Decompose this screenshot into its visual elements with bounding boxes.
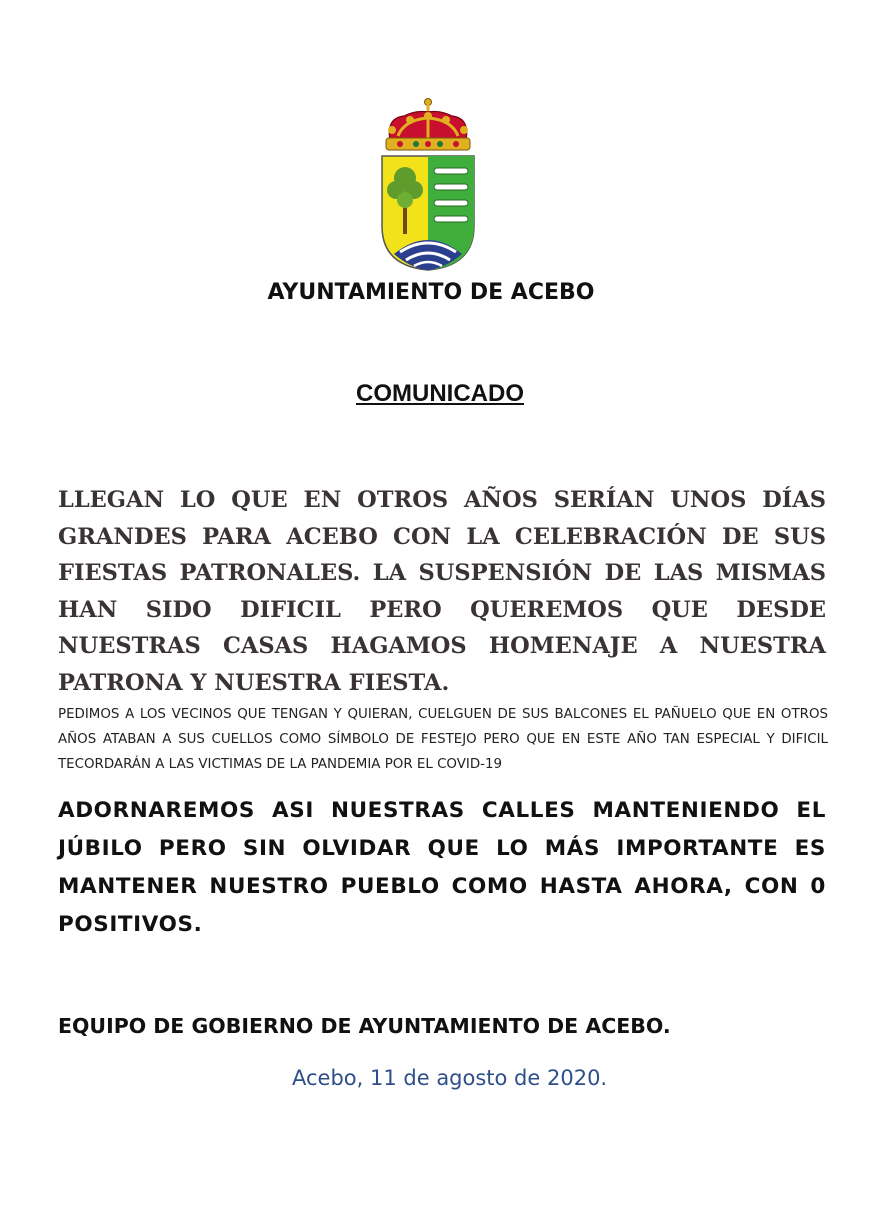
closing-paragraph: ADORNAREMOS ASI NUESTRAS CALLES MANTENIENDO EL JÚBILO PERO SIN OLVIDAR QUE LO MÁS IMPORTANTE ES MANTENER NUESTRO PUEBLO COMO HASTA AHORA, CON 0 POSITIVOS. bbox=[58, 798, 826, 937]
page-title: COMUNICADO bbox=[356, 380, 524, 407]
announcement-paragraph: LLEGAN LO QUE EN OTROS AÑOS SERÍAN UNOS DÍAS GRANDES PARA ACEBO CON LA CELEBRACIÓN DE SUS FIESTAS PATRONALES. LA SUSPENSIÓN DE LAS MISMAS HAN SIDO DIFICIL PERO QUEREMOS QUE DESDE NUESTRAS CASAS HAGAMOS HOMENAJE A NUESTRA PATRONA Y NUESTRA FIESTA. bbox=[58, 487, 826, 696]
shield-icon bbox=[382, 156, 474, 270]
coat-of-arms-icon bbox=[376, 96, 480, 274]
signature-line: EQUIPO DE GOBIERNO DE AYUNTAMIENTO DE ACEBO. bbox=[58, 1014, 671, 1038]
request-paragraph: PEDIMOS A LOS VECINOS QUE TENGAN Y QUIERAN, CUELGUEN DE SUS BALCONES EL PAÑUELO QUE EN OTROS AÑOS ATABAN A SUS CUELLOS COMO SÍMBOLO DE FESTEJO PERO QUE EN ESTE AÑO TAN ESPECIAL Y DIFICIL TECORDARÁN A LAS VICTIMAS DE LA PANDEMIA POR EL COVID-19 bbox=[58, 707, 828, 772]
date-line: Acebo, 11 de agosto de 2020. bbox=[292, 1066, 608, 1090]
organization-name: AYUNTAMIENTO DE ACEBO bbox=[267, 280, 595, 305]
crown-icon bbox=[386, 99, 470, 151]
